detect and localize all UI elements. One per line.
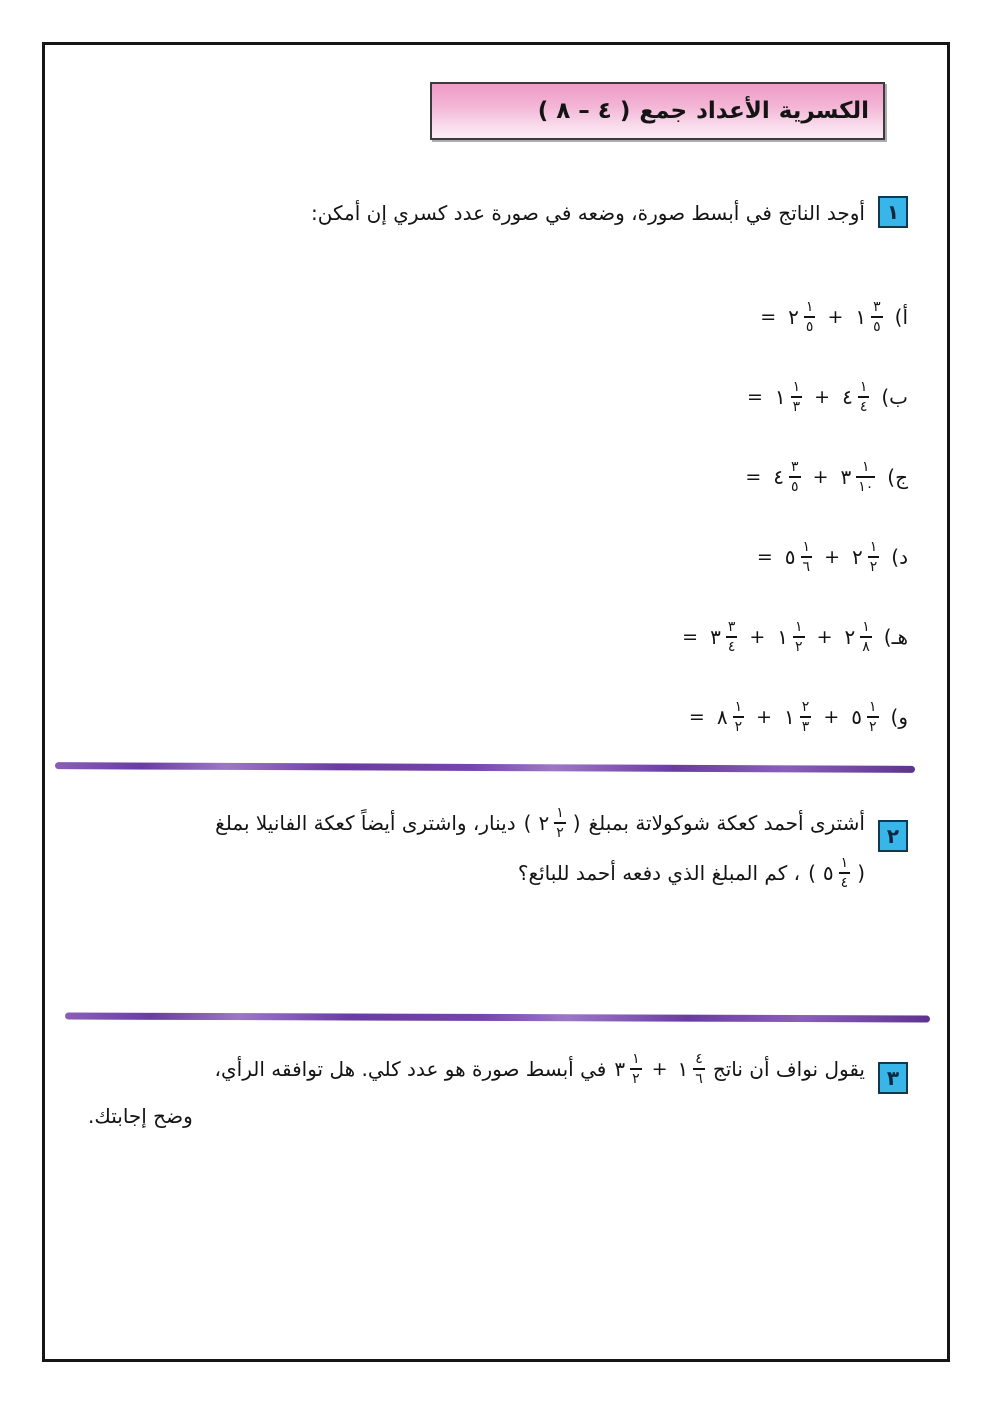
numerator: ١ — [859, 379, 868, 395]
plus-operator: + — [824, 546, 840, 568]
plus-operator: + — [756, 706, 773, 728]
q3-section — [88, 1052, 908, 1128]
numerator: ١ — [795, 619, 803, 635]
equation-row-h — [680, 614, 908, 660]
equation-label: ج) — [887, 465, 908, 489]
denominator: ٤ — [840, 875, 849, 891]
fraction-bar — [871, 316, 883, 318]
fraction-bar — [793, 636, 805, 638]
numerator: ١ — [556, 805, 564, 821]
fraction-bar — [856, 476, 875, 478]
fraction — [726, 620, 738, 654]
numerator: ١ — [869, 699, 877, 715]
q2-line1-pre: أشترى أحمد كعكة شوكولاتة بمبلغ — [588, 811, 865, 835]
denominator: ٦ — [802, 559, 811, 575]
amount-parenthesized — [524, 806, 581, 840]
lesson-title-word-2: الأعداد — [696, 98, 770, 124]
fraction-bar — [630, 1068, 642, 1070]
equation-row-d — [755, 534, 908, 580]
equation-row-w — [687, 694, 908, 740]
close-paren: ) — [572, 811, 581, 835]
plus-operator: + — [651, 1058, 668, 1080]
q2-line1-post: دينار، واشترى أيضاً كعكة الفانيلا بملغ — [215, 811, 516, 835]
q2-number-box — [878, 820, 908, 852]
numerator: ٢ — [801, 699, 810, 715]
equation-label: أ) — [894, 305, 908, 329]
equation-label: و) — [890, 705, 908, 729]
fraction-bar — [789, 476, 801, 478]
fraction-bar — [791, 396, 803, 398]
fraction — [804, 300, 816, 334]
equation-label: هـ) — [883, 625, 908, 649]
fraction — [867, 700, 879, 734]
lesson-number: ( ٤ – ٨ ) — [537, 98, 631, 124]
denominator: ٥ — [791, 479, 799, 495]
numerator: ٣ — [727, 619, 736, 635]
numerator: ١ — [792, 379, 801, 395]
plus-operator: + — [827, 306, 844, 328]
mixed-number: ٥ $\frac{١}{٦}$ — [784, 539, 811, 575]
fraction-bar — [839, 872, 851, 874]
q3-number-box — [878, 1062, 908, 1094]
denominator: ٢ — [734, 719, 743, 735]
numerator: ١ — [734, 699, 743, 715]
equation-row-b — [745, 374, 908, 420]
q2-text — [215, 806, 865, 890]
open-paren: ( — [523, 811, 532, 835]
numerator: ١ — [861, 459, 870, 475]
fraction — [858, 380, 870, 414]
fraction — [871, 300, 883, 334]
q3-text — [88, 1052, 865, 1128]
fraction — [800, 700, 812, 734]
denominator: ٥ — [805, 319, 814, 335]
fraction-bar — [867, 716, 879, 718]
fraction-bar — [733, 716, 745, 718]
lesson-header — [430, 82, 885, 140]
plus-operator: + — [816, 626, 833, 648]
fraction — [693, 1052, 705, 1086]
q2-section — [108, 806, 908, 890]
fraction-bar — [800, 716, 812, 718]
denominator: ٨ — [862, 639, 870, 655]
q1-number-box — [878, 196, 908, 228]
q3-line-2: وضح إجابتك. — [88, 1104, 193, 1128]
mixed-number: ٨ $\frac{١}{٢}$ — [716, 699, 743, 735]
q3-line-1 — [88, 1052, 865, 1086]
numerator: ٤ — [695, 1051, 703, 1067]
fraction — [554, 806, 566, 840]
equation-row-j — [743, 454, 908, 500]
mixed-number: ١ $\frac{١}{٣}$ — [774, 379, 801, 415]
fraction — [791, 380, 803, 414]
fraction-bar — [801, 556, 813, 558]
denominator: ٣ — [801, 719, 810, 735]
mixed-number: ٤ $\frac{١}{٤}$ — [842, 379, 868, 415]
equation-label: ب) — [881, 385, 908, 409]
q2-line-1 — [215, 806, 865, 840]
q2-line2-post: ، كم المبلغ الذي دفعه أحمد للبائع؟ — [517, 861, 801, 885]
fraction — [839, 856, 851, 890]
fraction — [860, 620, 872, 654]
numerator: ١ — [869, 539, 878, 555]
mixed-number: ١ $\frac{١}{٢}$ — [777, 619, 803, 655]
mixed-number: ٥ $\frac{١}{٤}$ — [822, 855, 849, 891]
mixed-number: ١ $\frac{٤}{٦}$ — [677, 1051, 703, 1087]
fraction-bar — [804, 316, 816, 318]
denominator: ٣ — [792, 399, 801, 415]
fraction — [630, 1052, 642, 1086]
numerator: ١ — [840, 855, 849, 871]
fraction-bar — [868, 556, 880, 558]
plus-operator: + — [812, 466, 829, 488]
denominator: ٢ — [632, 1071, 640, 1087]
fraction-bar — [858, 396, 870, 398]
mixed-number: ١ $\frac{٢}{٣}$ — [784, 699, 810, 735]
denominator: ٢ — [795, 639, 803, 655]
equals-sign: = — [688, 706, 705, 728]
fraction-bar — [860, 636, 872, 638]
numerator: ١ — [632, 1051, 640, 1067]
plus-operator: + — [823, 706, 840, 728]
q2-number: ٢ — [886, 824, 900, 848]
mixed-number: ٣ $\frac{١}{٢}$ — [614, 1051, 640, 1087]
equals-sign: = — [682, 626, 699, 648]
q1-instruction: أوجد الناتج في أبسط صورة، وضعه في صورة عدد كسري إن أمكن: — [311, 201, 865, 225]
fraction — [793, 620, 805, 654]
q3-line1-post: في أبسط صورة هو عدد كلي. هل توافقه الرأي، — [214, 1057, 607, 1081]
fraction — [733, 700, 745, 734]
denominator: ٤ — [859, 399, 868, 415]
numerator: ٣ — [791, 459, 799, 475]
q2-line-2 — [215, 856, 865, 890]
open-paren: ( — [808, 861, 816, 885]
mixed-number: ٢ $\frac{١}{٨}$ — [844, 619, 870, 655]
denominator: ٢ — [869, 559, 878, 575]
equals-sign: = — [756, 546, 773, 568]
plus-operator: + — [749, 626, 766, 648]
fraction — [856, 460, 875, 494]
mixed-number: ١ $\frac{٣}{٥}$ — [855, 299, 881, 335]
q3-line1-pre: يقول نواف أن ناتج — [712, 1057, 865, 1081]
equation-row-a — [758, 294, 908, 340]
fraction-bar — [554, 822, 566, 824]
plus-operator: + — [814, 386, 831, 408]
equals-sign: = — [760, 306, 777, 328]
fraction-bar — [726, 636, 738, 638]
denominator: ٢ — [869, 719, 877, 735]
denominator: ٥ — [873, 319, 881, 335]
mixed-number: ٣ $\frac{١}{١٠}$ — [840, 459, 874, 495]
mixed-number: ٤ $\frac{٣}{٥}$ — [773, 459, 799, 495]
fraction — [789, 460, 801, 494]
fraction — [868, 540, 880, 574]
mixed-number: ٢ $\frac{١}{٢}$ — [852, 539, 878, 575]
fraction — [801, 540, 813, 574]
denominator: ١٠ — [858, 479, 874, 495]
q1-number: ١ — [886, 200, 900, 224]
mixed-number: ٥ $\frac{١}{٢}$ — [851, 699, 877, 735]
q1-equations — [680, 294, 908, 774]
mixed-number: ٢ $\frac{١}{٥}$ — [788, 299, 814, 335]
q3-number: ٣ — [886, 1066, 900, 1090]
numerator: ١ — [862, 619, 870, 635]
equals-sign: = — [746, 386, 763, 408]
lesson-title-word-1: جمع — [639, 98, 688, 124]
amount-parenthesized — [808, 856, 865, 890]
equation-label: د) — [891, 545, 908, 569]
denominator: ٤ — [727, 639, 736, 655]
mixed-number: ٢ $\frac{١}{٢}$ — [538, 805, 564, 841]
close-paren: ) — [857, 861, 865, 885]
lesson-title-word-3: الكسرية — [778, 98, 869, 124]
q1-section — [98, 196, 908, 228]
denominator: ٦ — [695, 1071, 703, 1087]
numerator: ١ — [802, 539, 811, 555]
numerator: ١ — [805, 299, 814, 315]
fraction-bar — [693, 1068, 705, 1070]
numerator: ٣ — [873, 299, 881, 315]
mixed-number: ٣ $\frac{٣}{٤}$ — [710, 619, 736, 655]
equals-sign: = — [745, 466, 762, 488]
denominator: ٢ — [556, 825, 564, 841]
